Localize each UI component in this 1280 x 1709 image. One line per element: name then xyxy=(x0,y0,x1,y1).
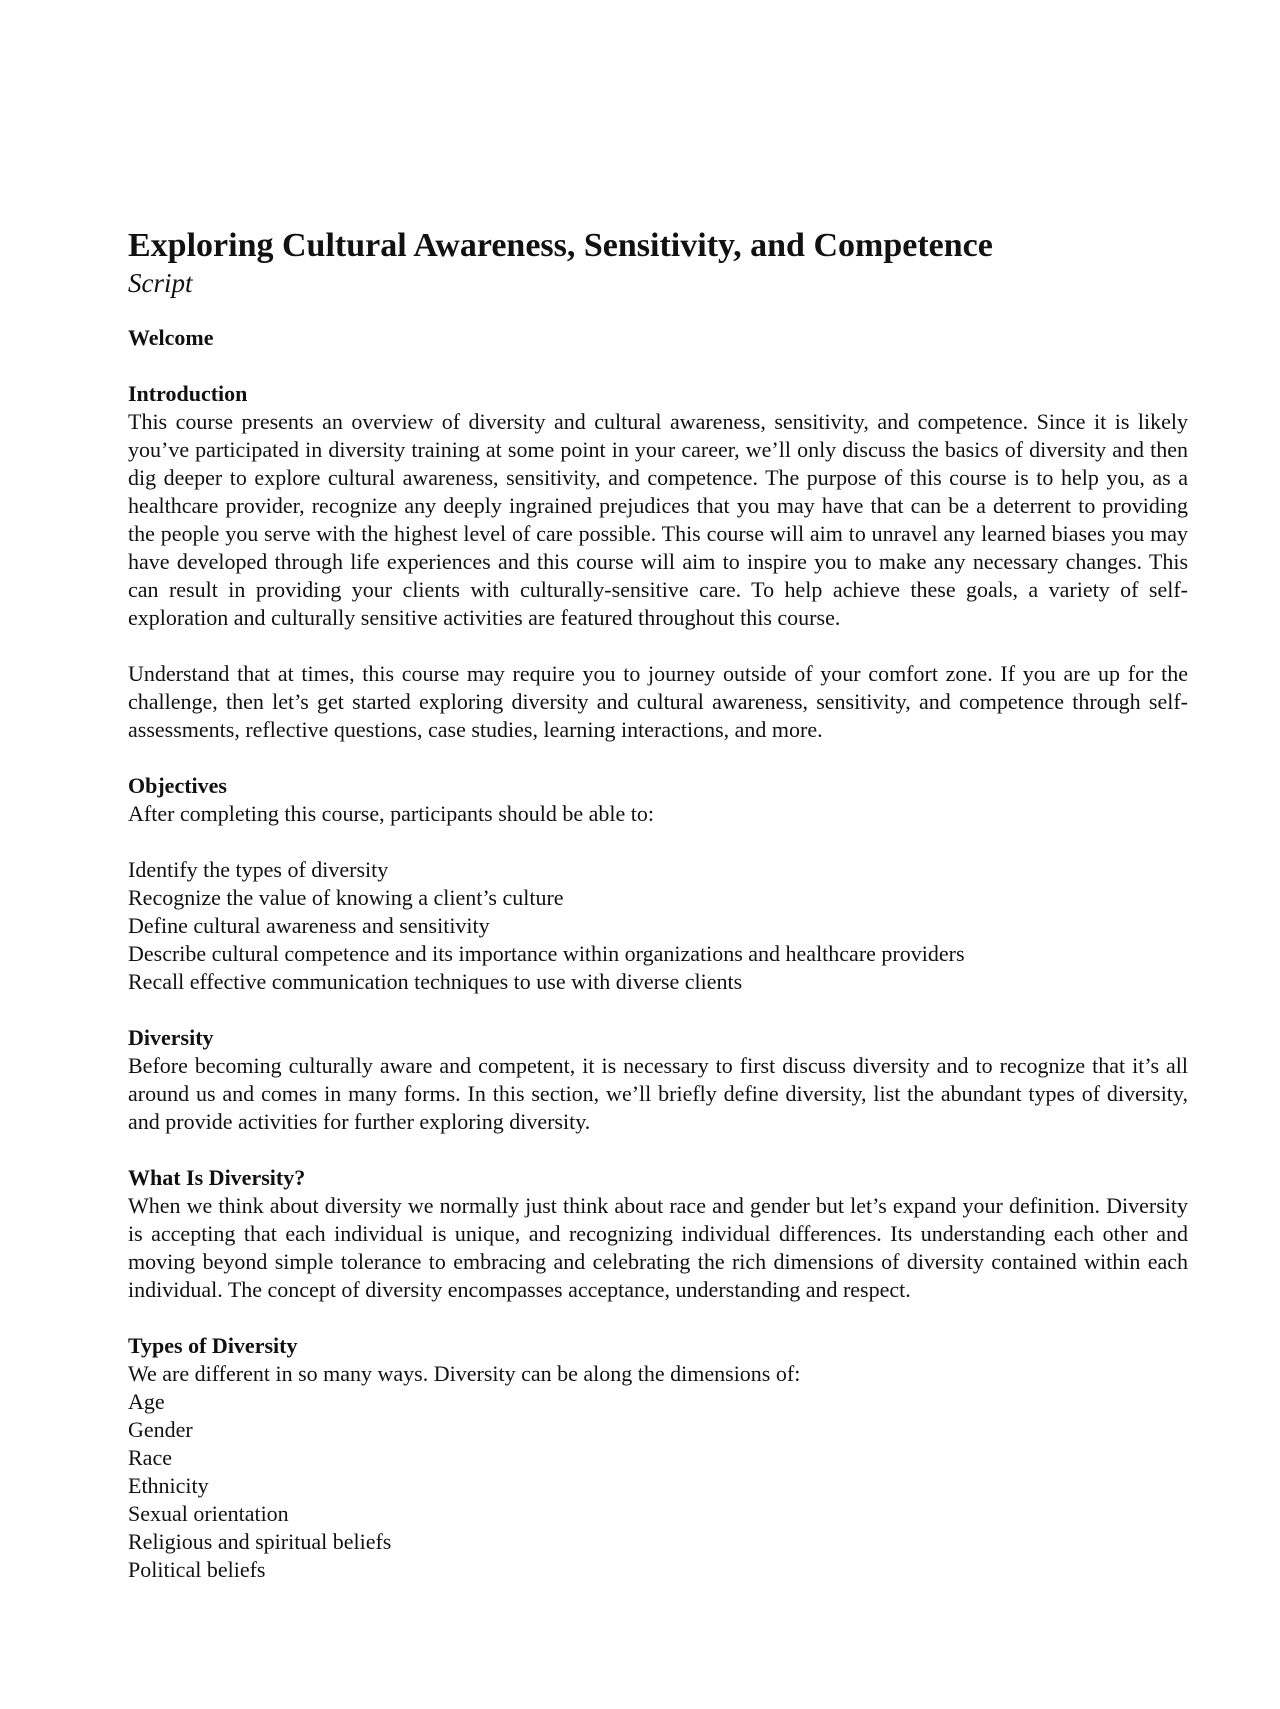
document-page xyxy=(128,226,1188,1612)
section-what-is-diversity xyxy=(128,1164,1188,1304)
section-diversity xyxy=(128,1024,1188,1136)
diversity-dimension-item: Political beliefs xyxy=(128,1557,266,1582)
welcome-heading: Welcome xyxy=(128,325,214,350)
diversity-paragraph: Before becoming culturally aware and competent, it is necessary to first discuss diversity and to recognize that it’s all around us and comes in many forms. In this section, we’ll briefly define diversity, list the abundant types of diversity, and provide activities for further exploring diversity. xyxy=(128,1053,1188,1134)
objective-item: Recognize the value of knowing a client’s culture xyxy=(128,885,564,910)
objectives-intro: After completing this course, participants should be able to: xyxy=(128,801,655,826)
introduction-paragraph: Understand that at times, this course may require you to journey outside of your comfort zone. If you are up for the challenge, then let’s get started exploring diversity and cultural awareness, sensitivity, and competence through self-assessments, reflective questions, case studies, learning interactions, and more. xyxy=(128,661,1188,742)
diversity-dimension-item: Religious and spiritual beliefs xyxy=(128,1529,392,1554)
objective-item: Identify the types of diversity xyxy=(128,857,389,882)
what-is-diversity-heading: What Is Diversity? xyxy=(128,1165,306,1190)
objectives-heading: Objectives xyxy=(128,773,227,798)
spacer xyxy=(128,828,1188,856)
what-is-diversity-paragraph: When we think about diversity we normally just think about race and gender but let’s expand your definition. Diversity is accepting that each individual is unique, and recognizing individual differences. Its understanding each other and moving beyond simple tolerance to embracing and celebrating the rich dimensions of diversity contained within each individual. The concept of diversity encompasses acceptance, understanding and respect. xyxy=(128,1193,1188,1302)
introduction-heading: Introduction xyxy=(128,381,248,406)
objective-item: Recall effective communication techniques to use with diverse clients xyxy=(128,969,743,994)
types-of-diversity-heading: Types of Diversity xyxy=(128,1333,298,1358)
diversity-dimension-item: Age xyxy=(128,1389,165,1414)
diversity-dimension-item: Race xyxy=(128,1445,172,1470)
types-of-diversity-intro: We are different in so many ways. Diversity can be along the dimensions of: xyxy=(128,1361,801,1386)
document-title: Exploring Cultural Awareness, Sensitivity, and Competence xyxy=(128,227,993,264)
diversity-dimensions-list xyxy=(128,1388,1188,1584)
diversity-heading: Diversity xyxy=(128,1025,214,1050)
diversity-dimension-item: Gender xyxy=(128,1417,193,1442)
section-types-of-diversity xyxy=(128,1332,1188,1584)
diversity-dimension-item: Sexual orientation xyxy=(128,1501,289,1526)
introduction-paragraph: This course presents an overview of diversity and cultural awareness, sensitivity, and competence. Since it is likely you’ve participated in diversity training at some point in your career, we’ll only discuss the basics of diversity and then dig deeper to explore cultural awareness, sensitivity, and competence. The purpose of this course is to help you, as a healthcare provider, recognize any deeply ingrained prejudices that you may have that can be a deterrent to providing the people you serve with the highest level of care possible. This course will aim to unravel any learned biases you may have developed through life experiences and this course will aim to inspire you to make any necessary changes. This can result in providing your clients with culturally-sensitive care. To help achieve these goals, a variety of self-exploration and culturally sensitive activities are featured throughout this course. xyxy=(128,409,1188,630)
objectives-list xyxy=(128,856,1188,996)
objective-item: Describe cultural competence and its importance within organizations and healthcare providers xyxy=(128,941,965,966)
document-subtitle: Script xyxy=(128,268,193,298)
section-welcome xyxy=(128,324,1188,352)
objective-item: Define cultural awareness and sensitivity xyxy=(128,913,490,938)
section-introduction xyxy=(128,380,1188,744)
section-objectives xyxy=(128,772,1188,996)
diversity-dimension-item: Ethnicity xyxy=(128,1473,209,1498)
